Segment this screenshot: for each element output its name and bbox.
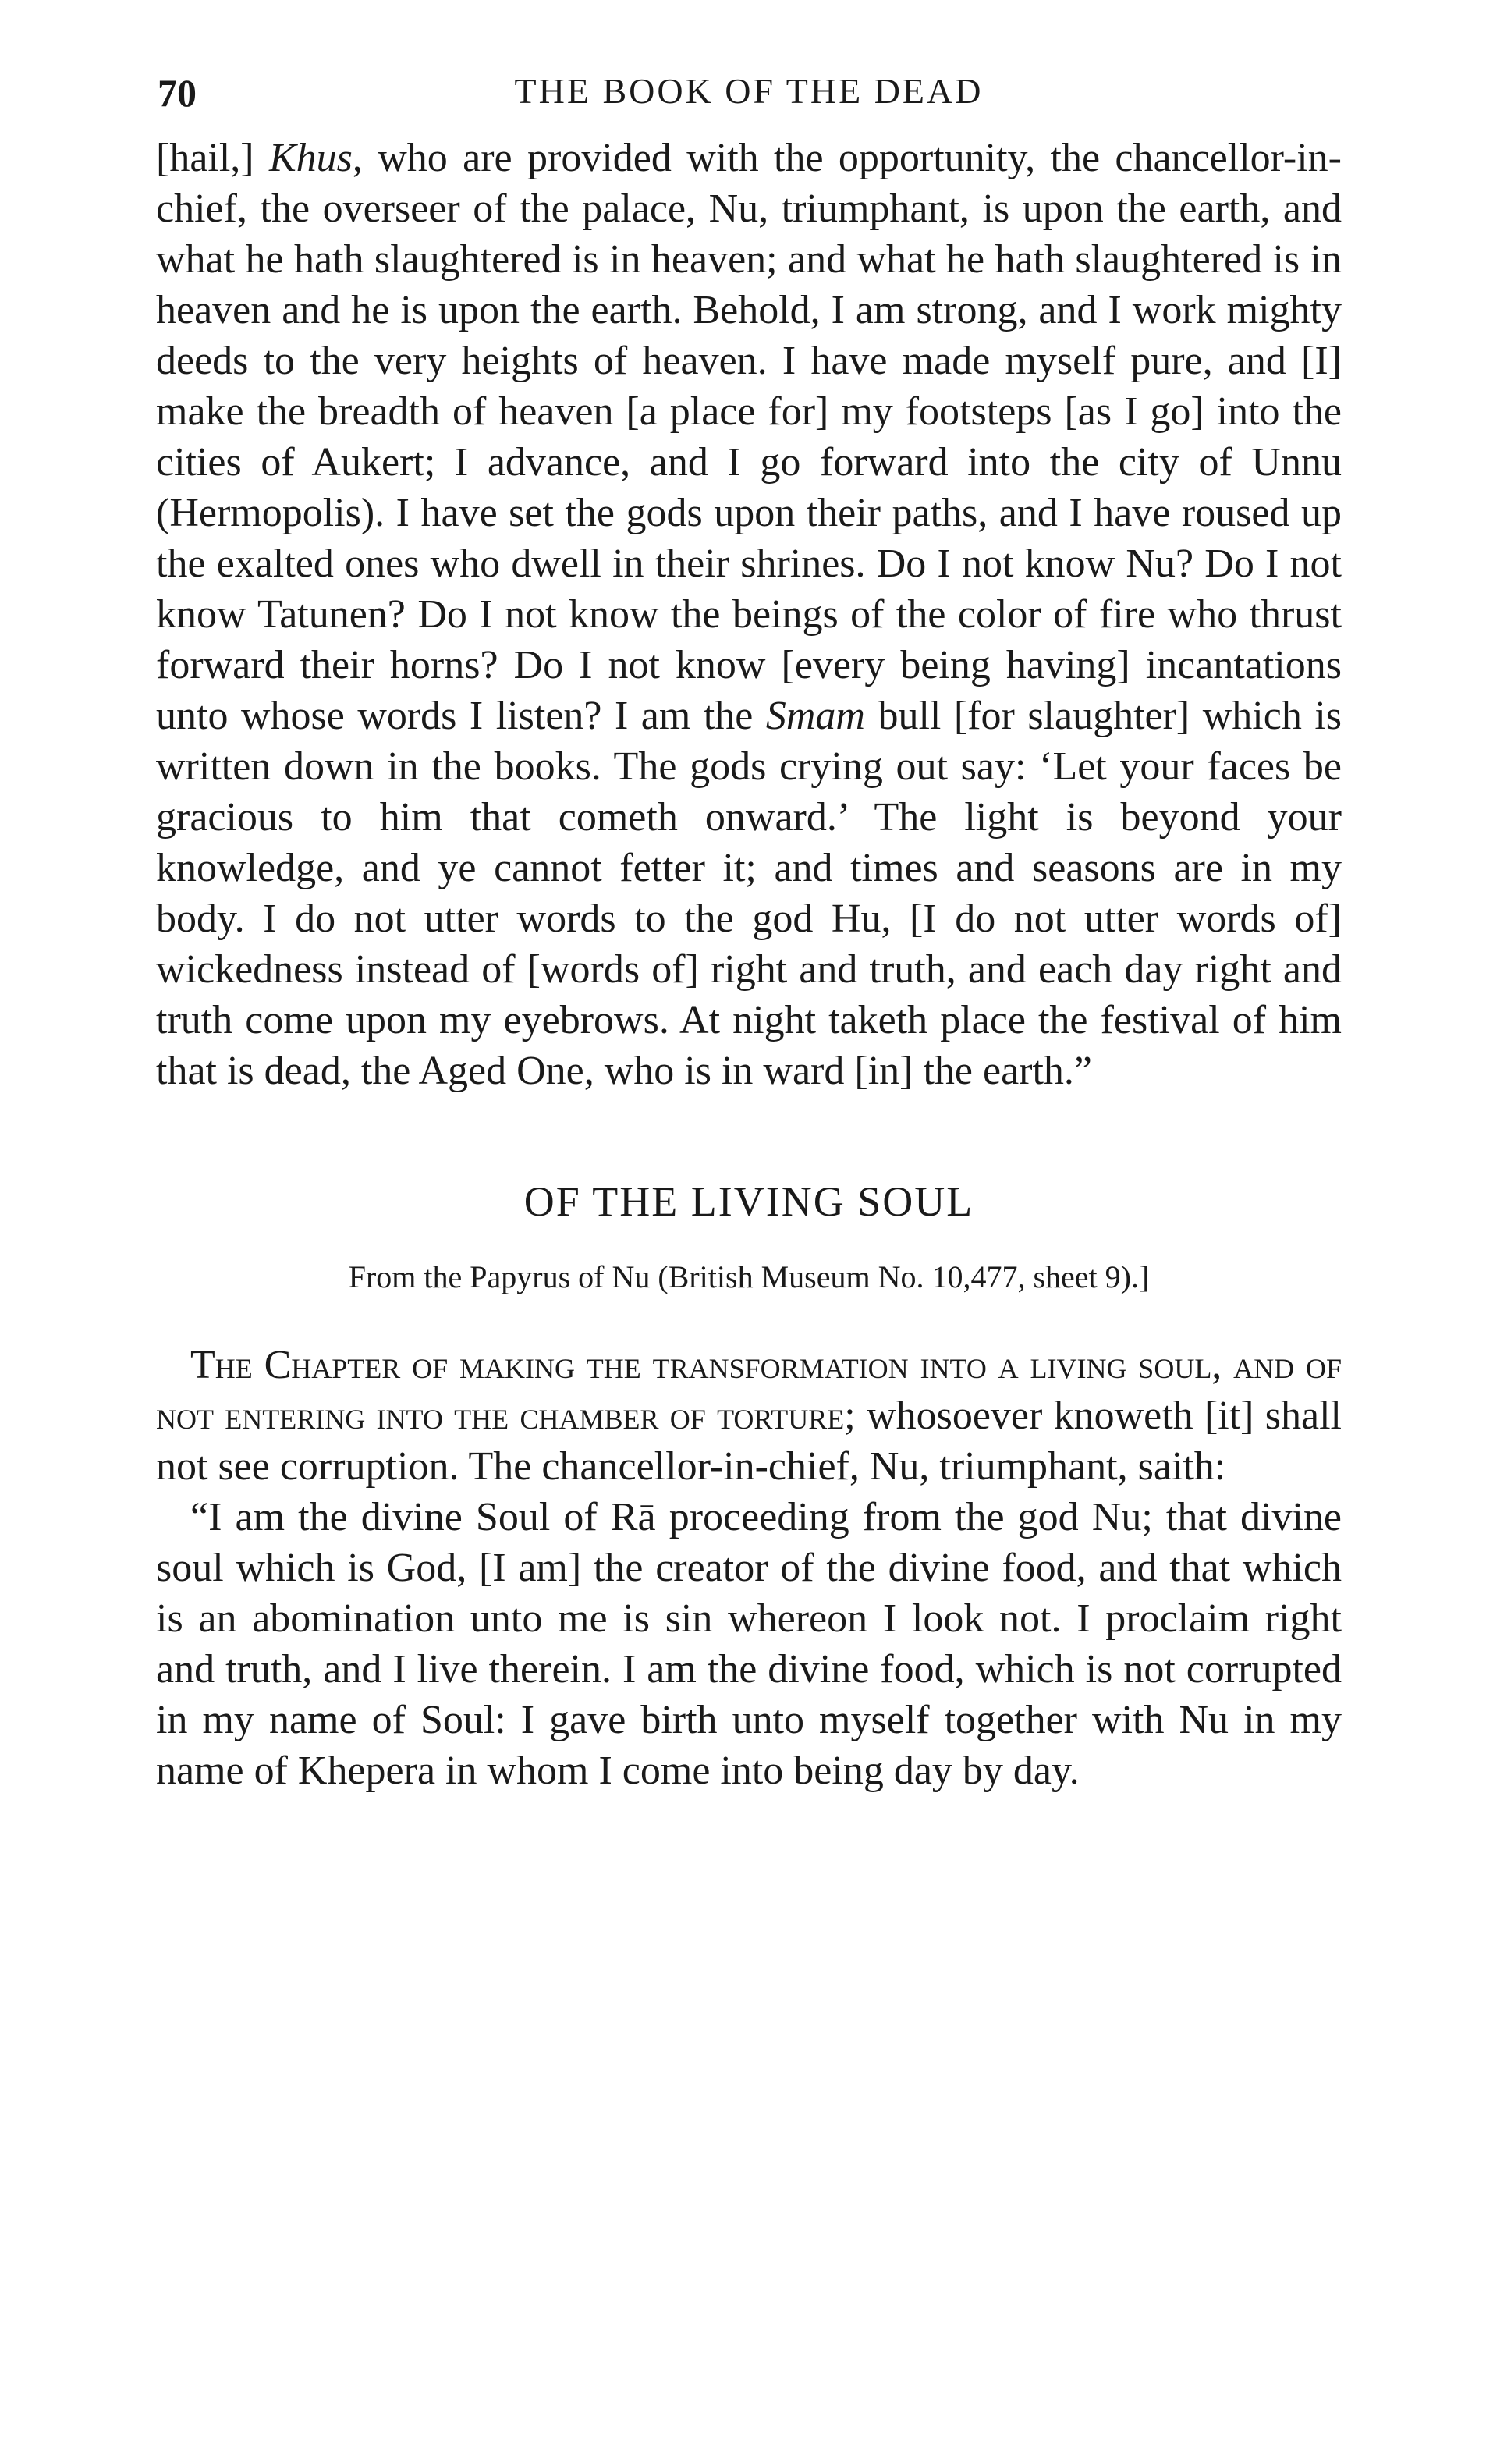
- continuation-paragraph: [156, 133, 1342, 1096]
- section-heading: OF THE LIVING SOUL: [523, 1178, 974, 1225]
- chapter-paragraph: [156, 1340, 1342, 1492]
- page-header: [156, 62, 1342, 133]
- text-span: , who are provided with the opportunity, the chancellor-in-chief, the overseer of the palace, Nu, triumphant, is upon the earth, and what he hath slaughtered is in heaven; and what he hath slaughtered is in heaven and he is upon the earth. Behold, I am strong, and I work mighty deeds to the very heights of heaven. I have made myself pure, and [I] make the breadth of heaven [a place for] my footsteps [as I go] into the cities of Aukert; I advance, and I go forward into the city of Unnu (Hermopolis). I have set the gods upon their paths, and I have roused up the exalted ones who dwell in their shrines. Do I not know Nu? Do I not know Tatunen? Do I not know the beings of the color of fire who thrust forward their horns? Do I not know [every being having] incantations unto whose words I listen? I am the: [156, 136, 1342, 738]
- text-span: ; whosoever knoweth [it] shall not see corruption. The chancellor-in-chief, Nu, triumphant, saith:: [156, 1394, 1342, 1489]
- text-span: [hail,]: [156, 136, 269, 180]
- section-spacer: [156, 1096, 1342, 1174]
- continuation-text: [156, 133, 1342, 1096]
- running-title: THE BOOK OF THE DEAD: [514, 71, 984, 111]
- italic-term-khus: Khus: [268, 136, 353, 180]
- chapter-title: The Chapter of making the transformation into a living soul, and of not entering into the chamber of torture: [156, 1343, 1342, 1438]
- italic-term-smam: Smam: [765, 694, 865, 738]
- text-span: bull [for slaughter] which is written down in the books. The gods crying out say: ‘Let your faces be gracious to him that cometh onward.’ The light is beyond your knowledge, and ye cannot fetter it; and times and seasons are in my body. I do not utter words to the god Hu, [I do not utter words of] wickedness instead of [words of] right and truth, and each day right and truth come upon my eyebrows. At night taketh place the festival of him that is dead, the Aged One, who is in ward [in] the earth.”: [156, 694, 1342, 1093]
- section-spacer: [156, 1299, 1342, 1340]
- source-attribution: From the Papyrus of Nu (British Museum No. 10,477, sheet 9).]: [348, 1259, 1150, 1294]
- quote-paragraph: “I am the divine Soul of Rā proceeding from the god Nu; that divine soul which is God, [I am] the creator of the divine food, and that which is an abomination unto me is sin whereon I look not. I proclaim right and truth, and I live therein. I am the divine food, which is not corrupted in my name of Soul: I gave birth unto myself together with Nu in my name of Khepera in whom I come into being day by day.: [156, 1495, 1342, 1793]
- chapter-text: [156, 1340, 1342, 1796]
- book-page: [156, 62, 1342, 1796]
- page-number: 70: [158, 71, 197, 115]
